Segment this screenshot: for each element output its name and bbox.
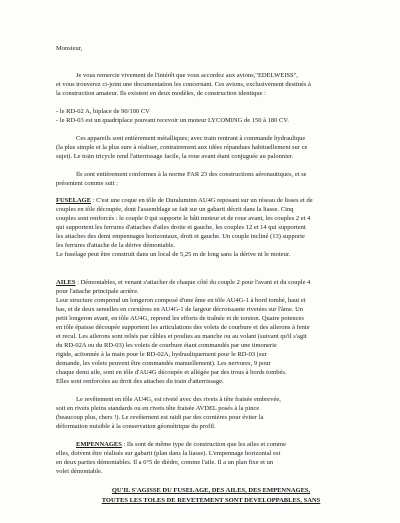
- revetement-line-4: déformation nuisible à la conservation géométrique du profil.: [56, 423, 216, 430]
- norm-line-2: présentent comme suit :: [56, 180, 118, 187]
- revetement-line-1: Le revêtement en tôle AU4G, est riveté avec des rivets à tête fraisée embrevée,: [76, 396, 281, 403]
- empennages-line-3: en deux parties démontables. Il a 6°5 de dièdre, comme l'aile. Il a un plan fixe et un: [56, 459, 274, 466]
- ailes-line-1: AILES : Démontables, et venant s'attacher de chaque côté du couple 2 pour l'avant et du couple 4: [56, 279, 311, 286]
- intro-line-1: Je vous remercie vivement de l'intérêt que vous accordez aux avions,"EDELWEISS",: [76, 72, 298, 79]
- metal-line-2: (la plus simple et la plus sure à réaliser, contrairement aux idées répandues habituellement sur ce: [56, 144, 308, 151]
- ailes-line-8: du RD-02A ou du RD-03) les volets de courbure étant commandés par une timonerie: [56, 342, 277, 349]
- norm-line-1: Ils sont entièrement conformes à la norme FAR 23 des constructions aéronautiques, et se: [76, 171, 307, 178]
- ailes-line-7: et recul. Les ailerons sont reliés par câbles et poulies au manche ou au volant (suivant qu'il s'agit: [56, 333, 307, 340]
- fuselage-line-2: couples en tôle découpée, dont l'assemblage se fait sur un gabarit décrit dans la liasse. Cinq: [56, 206, 294, 213]
- fuselage-line-5: les attaches des demi empennages horizontaux, droit et gauche. Un couple incliné (13) supporte: [56, 233, 305, 240]
- fuselage-line-1: FUSELAGE : C'est une coque en tôle de Duraluminn AU4G reposant sur un réseau de lisses et de: [56, 197, 313, 204]
- closing-line-2: TOUTES LES TOLES DE REVETEMENT SONT DEVELOPPABLES, SANS: [101, 497, 321, 504]
- intro-line-3: la construction amateur. Ils existent en deux modèles, de construction identique :: [56, 90, 266, 97]
- revetement-line-3: (beaucoup plus, chers !). Le revêtement est raidi par des cornières pour éviter la: [56, 414, 264, 421]
- ailes-line-5: petit longeron avant, en tôle AU4G, reprend les efforts de traînée et de torsion. Quatre potences: [56, 315, 304, 322]
- empennages-line-4: volet démontable.: [56, 468, 103, 475]
- model-rd02a: - le RD-02 A, biplace de 90/100 CV: [56, 108, 150, 115]
- ailes-line-10: demande, les volets peuvent être commandés manuellement). Les nervures, 9 pour: [56, 360, 271, 367]
- empennages-line-1: EMPENNAGES : Ils sont de même type de construction que les ailes et comme: [76, 441, 286, 448]
- salutation: Monsieur,: [56, 45, 83, 52]
- empennages-heading: EMPENNAGES: [76, 441, 122, 448]
- metal-line-1: Ces appareils sont entièrement métalliques; avec train rentrant à commande hydraulique: [76, 135, 306, 142]
- ailes-line-4: bas, et de deux semelles en cornières en AU4G-1 de largeur décroissante rivetées sur l'âme. Un: [56, 306, 304, 313]
- ailes-line-12: Elles sont renforcées au droit des attaches du train d'atterrissage.: [56, 378, 224, 385]
- fuselage-line-4: qui supportent les ferrures d'attaches d'ailes droite et gauche, les couples 12 et 14 qui supportent: [56, 224, 306, 231]
- model-rd03: - le RD-03 est un quadriplace pouvant recevoir un moteur LYCOMING de 150 à 180 CV.: [56, 117, 289, 124]
- metal-line-3: sujet). Le train tricycle rend l'atterrissage facile, la roue avant étant conjuguée au palonnier.: [56, 153, 294, 160]
- ailes-heading: AILES: [56, 279, 76, 286]
- intro-line-2: et vous trouverez ci-joint une documentation les concernant. Ces avions, exclusivement destinés à: [56, 81, 311, 88]
- ailes-line-3: Leur structure comprend un longeron composé d'une âme en tôle AU4G-1 à bord tombé, haut et: [56, 297, 306, 304]
- fuselage-heading: FUSELAGE: [56, 197, 92, 204]
- ailes-line-11: chaque demi aile, sont en tôle d'AU4G découpée et allégée par des trous à bords tombés.: [56, 369, 287, 376]
- revetement-line-2: soit en rivets pleins standards ou en rivets tête fraisée AVDEL posés à la pince: [56, 405, 260, 412]
- ailes-line-6: en tôle épaisse découpée supportent les articulations des volets de courbure et des ailerons à fente: [56, 324, 310, 331]
- empennages-line-2: elles, doivent être réalisés sur gabarit (plan dans la liasse). L'empennage horizontal est: [56, 450, 281, 457]
- fuselage-line-6: les ferrures d'attache de la dérive démontable.: [56, 242, 176, 249]
- closing-line-1: QU'IL S'AGISSE DU FUSELAGE, DES AILES, DES EMPENNAGES,: [111, 487, 311, 494]
- ailes-line-2: pour l'attache principale arrière.: [56, 288, 139, 295]
- fuselage-line-3: couples sont renforcés : le couple 0 qui supporte le bâti moteur et de roue avant, les couples 2 et 4: [56, 215, 311, 222]
- ailes-line-9: rigide, actionnée à la main pour le RD-02A, hydrauliquement pour le RD-03 (sur: [56, 351, 267, 358]
- fuselage-line-7: Le fuselage peut être construit dans un local de 5,25 m de long sans la dérive ni le moteur.: [56, 251, 291, 258]
